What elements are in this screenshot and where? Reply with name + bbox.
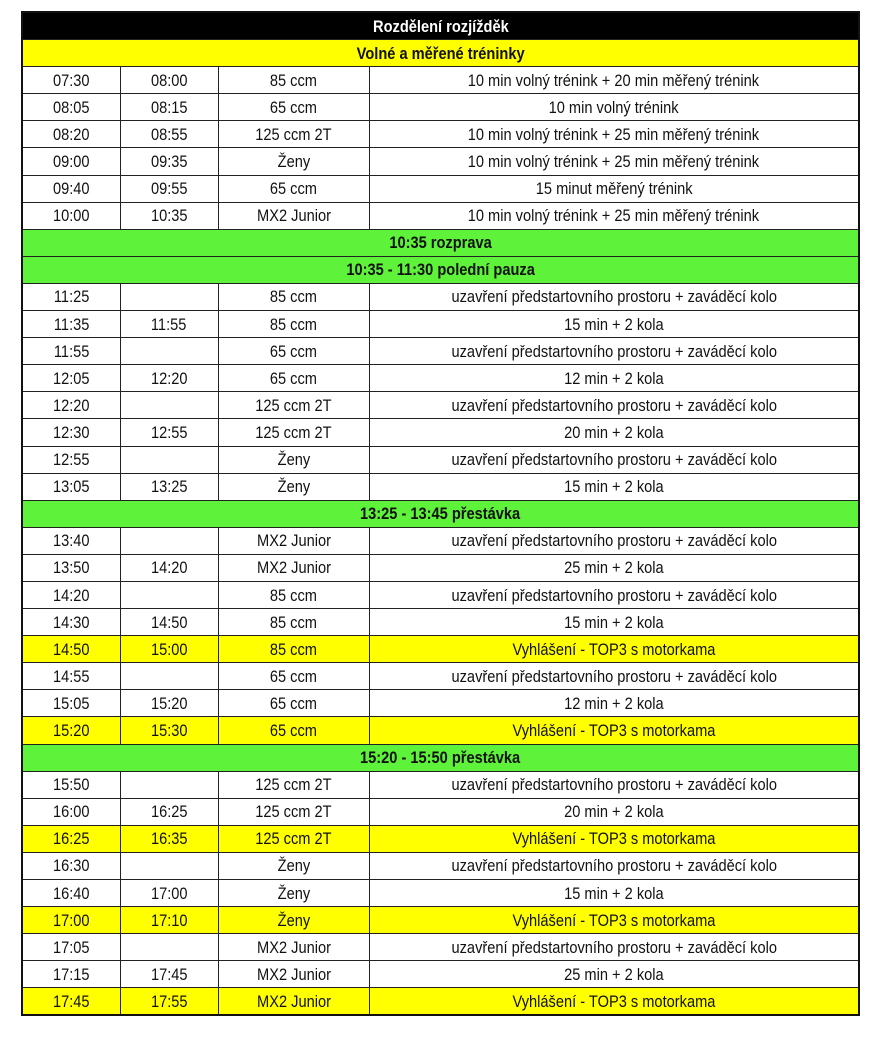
table-row bbox=[22, 961, 859, 988]
activity-cell: 12 min + 2 kola bbox=[369, 365, 859, 392]
start-time-cell: 15:50 bbox=[22, 771, 120, 798]
category-cell: 85 ccm bbox=[218, 636, 369, 663]
break-row bbox=[22, 256, 859, 283]
table-row bbox=[22, 473, 859, 500]
category-cell: 125 ccm 2T bbox=[218, 825, 369, 852]
category-cell: MX2 Junior bbox=[218, 988, 369, 1016]
table-row bbox=[22, 283, 859, 310]
category-cell: 65 ccm bbox=[218, 338, 369, 365]
table-row bbox=[22, 365, 859, 392]
activity-cell: 10 min volný trénink + 25 min měřený trénink bbox=[369, 202, 859, 229]
activity-cell: 12 min + 2 kola bbox=[369, 690, 859, 717]
category-cell: Ženy bbox=[218, 852, 369, 879]
activity-cell: 25 min + 2 kola bbox=[369, 554, 859, 581]
section-label: 10:35 rozprava bbox=[22, 229, 859, 256]
start-time-cell: 09:40 bbox=[22, 175, 120, 202]
category-cell: 125 ccm 2T bbox=[218, 798, 369, 825]
table-row bbox=[22, 527, 859, 554]
category-cell: MX2 Junior bbox=[218, 202, 369, 229]
category-cell: 85 ccm bbox=[218, 311, 369, 338]
start-time-cell: 11:55 bbox=[22, 338, 120, 365]
activity-cell: uzavření předstartovního prostoru + zaváděcí kolo bbox=[369, 446, 859, 473]
table-row bbox=[22, 581, 859, 608]
table-row bbox=[22, 121, 859, 148]
category-cell: MX2 Junior bbox=[218, 554, 369, 581]
end-time-cell bbox=[120, 663, 218, 690]
start-time-cell: 14:30 bbox=[22, 609, 120, 636]
end-time-cell: 15:00 bbox=[120, 636, 218, 663]
table-row bbox=[22, 798, 859, 825]
table-row bbox=[22, 771, 859, 798]
start-time-cell: 17:15 bbox=[22, 961, 120, 988]
awards-row bbox=[22, 907, 859, 934]
table-row bbox=[22, 690, 859, 717]
activity-cell: uzavření předstartovního prostoru + zaváděcí kolo bbox=[369, 527, 859, 554]
end-time-cell: 12:55 bbox=[120, 419, 218, 446]
end-time-cell: 17:10 bbox=[120, 907, 218, 934]
end-time-cell: 11:55 bbox=[120, 311, 218, 338]
activity-cell: 15 min + 2 kola bbox=[369, 880, 859, 907]
start-time-cell: 11:25 bbox=[22, 283, 120, 310]
activity-cell: Vyhlášení - TOP3 s motorkama bbox=[369, 825, 859, 852]
end-time-cell bbox=[120, 392, 218, 419]
category-cell: 65 ccm bbox=[218, 663, 369, 690]
category-cell: Ženy bbox=[218, 446, 369, 473]
race-schedule-table bbox=[21, 11, 860, 1016]
activity-cell: 15 min + 2 kola bbox=[369, 311, 859, 338]
start-time-cell: 07:30 bbox=[22, 67, 120, 94]
end-time-cell: 08:15 bbox=[120, 94, 218, 121]
section-label: Volné a měřené tréninky bbox=[22, 40, 859, 67]
category-cell: 85 ccm bbox=[218, 67, 369, 94]
category-cell: 125 ccm 2T bbox=[218, 392, 369, 419]
category-cell: Ženy bbox=[218, 473, 369, 500]
category-cell: 125 ccm 2T bbox=[218, 771, 369, 798]
activity-cell: 20 min + 2 kola bbox=[369, 419, 859, 446]
break-row bbox=[22, 229, 859, 256]
start-time-cell: 16:30 bbox=[22, 852, 120, 879]
activity-cell: uzavření předstartovního prostoru + zaváděcí kolo bbox=[369, 581, 859, 608]
activity-cell: uzavření předstartovního prostoru + zaváděcí kolo bbox=[369, 771, 859, 798]
activity-cell: uzavření předstartovního prostoru + zaváděcí kolo bbox=[369, 663, 859, 690]
activity-cell: 25 min + 2 kola bbox=[369, 961, 859, 988]
start-time-cell: 08:05 bbox=[22, 94, 120, 121]
end-time-cell bbox=[120, 446, 218, 473]
end-time-cell: 16:25 bbox=[120, 798, 218, 825]
activity-cell: uzavření předstartovního prostoru + zaváděcí kolo bbox=[369, 934, 859, 961]
category-cell: 65 ccm bbox=[218, 717, 369, 744]
category-cell: 125 ccm 2T bbox=[218, 419, 369, 446]
start-time-cell: 11:35 bbox=[22, 311, 120, 338]
end-time-cell: 17:45 bbox=[120, 961, 218, 988]
start-time-cell: 12:55 bbox=[22, 446, 120, 473]
section-label: 10:35 - 11:30 polední pauza bbox=[22, 256, 859, 283]
section-label: 13:25 - 13:45 přestávka bbox=[22, 500, 859, 527]
start-time-cell: 17:45 bbox=[22, 988, 120, 1016]
end-time-cell: 08:00 bbox=[120, 67, 218, 94]
section-header-row bbox=[22, 40, 859, 67]
category-cell: 65 ccm bbox=[218, 690, 369, 717]
start-time-cell: 17:05 bbox=[22, 934, 120, 961]
category-cell: Ženy bbox=[218, 148, 369, 175]
table-row bbox=[22, 175, 859, 202]
category-cell: 85 ccm bbox=[218, 609, 369, 636]
table-row bbox=[22, 446, 859, 473]
start-time-cell: 09:00 bbox=[22, 148, 120, 175]
activity-cell: 10 min volný trénink + 25 min měřený trénink bbox=[369, 121, 859, 148]
table-row bbox=[22, 934, 859, 961]
table-row bbox=[22, 392, 859, 419]
start-time-cell: 14:55 bbox=[22, 663, 120, 690]
activity-cell: 15 min + 2 kola bbox=[369, 609, 859, 636]
table-row bbox=[22, 67, 859, 94]
start-time-cell: 16:40 bbox=[22, 880, 120, 907]
end-time-cell: 17:00 bbox=[120, 880, 218, 907]
section-label: 15:20 - 15:50 přestávka bbox=[22, 744, 859, 771]
table-title-row bbox=[22, 12, 859, 40]
start-time-cell: 14:50 bbox=[22, 636, 120, 663]
activity-cell: 10 min volný trénink + 25 min měřený trénink bbox=[369, 148, 859, 175]
end-time-cell bbox=[120, 771, 218, 798]
activity-cell: 10 min volný trénink bbox=[369, 94, 859, 121]
activity-cell: Vyhlášení - TOP3 s motorkama bbox=[369, 988, 859, 1016]
table-row bbox=[22, 663, 859, 690]
end-time-cell bbox=[120, 283, 218, 310]
activity-cell: Vyhlášení - TOP3 s motorkama bbox=[369, 717, 859, 744]
start-time-cell: 15:05 bbox=[22, 690, 120, 717]
awards-row bbox=[22, 636, 859, 663]
start-time-cell: 14:20 bbox=[22, 581, 120, 608]
activity-cell: 15 minut měřený trénink bbox=[369, 175, 859, 202]
category-cell: 65 ccm bbox=[218, 365, 369, 392]
activity-cell: 10 min volný trénink + 20 min měřený trénink bbox=[369, 67, 859, 94]
category-cell: 85 ccm bbox=[218, 581, 369, 608]
activity-cell: 15 min + 2 kola bbox=[369, 473, 859, 500]
end-time-cell: 09:55 bbox=[120, 175, 218, 202]
category-cell: 65 ccm bbox=[218, 94, 369, 121]
end-time-cell: 16:35 bbox=[120, 825, 218, 852]
category-cell: 65 ccm bbox=[218, 175, 369, 202]
table-row bbox=[22, 148, 859, 175]
start-time-cell: 17:00 bbox=[22, 907, 120, 934]
start-time-cell: 08:20 bbox=[22, 121, 120, 148]
break-row bbox=[22, 500, 859, 527]
end-time-cell bbox=[120, 852, 218, 879]
end-time-cell: 13:25 bbox=[120, 473, 218, 500]
start-time-cell: 10:00 bbox=[22, 202, 120, 229]
category-cell: MX2 Junior bbox=[218, 527, 369, 554]
end-time-cell: 10:35 bbox=[120, 202, 218, 229]
end-time-cell bbox=[120, 527, 218, 554]
table-row bbox=[22, 202, 859, 229]
activity-cell: uzavření předstartovního prostoru + zaváděcí kolo bbox=[369, 283, 859, 310]
start-time-cell: 15:20 bbox=[22, 717, 120, 744]
end-time-cell bbox=[120, 338, 218, 365]
activity-cell: 20 min + 2 kola bbox=[369, 798, 859, 825]
start-time-cell: 12:05 bbox=[22, 365, 120, 392]
end-time-cell: 17:55 bbox=[120, 988, 218, 1016]
start-time-cell: 13:05 bbox=[22, 473, 120, 500]
table-row bbox=[22, 311, 859, 338]
start-time-cell: 13:40 bbox=[22, 527, 120, 554]
activity-cell: uzavření předstartovního prostoru + zaváděcí kolo bbox=[369, 392, 859, 419]
category-cell: MX2 Junior bbox=[218, 934, 369, 961]
end-time-cell: 09:35 bbox=[120, 148, 218, 175]
table-row bbox=[22, 94, 859, 121]
table-row bbox=[22, 554, 859, 581]
start-time-cell: 16:00 bbox=[22, 798, 120, 825]
awards-row bbox=[22, 717, 859, 744]
end-time-cell: 08:55 bbox=[120, 121, 218, 148]
activity-cell: uzavření předstartovního prostoru + zaváděcí kolo bbox=[369, 338, 859, 365]
end-time-cell bbox=[120, 934, 218, 961]
awards-row bbox=[22, 825, 859, 852]
category-cell: MX2 Junior bbox=[218, 961, 369, 988]
end-time-cell bbox=[120, 581, 218, 608]
category-cell: 85 ccm bbox=[218, 283, 369, 310]
category-cell: Ženy bbox=[218, 880, 369, 907]
start-time-cell: 16:25 bbox=[22, 825, 120, 852]
table-title: Rozdělení rozjížděk bbox=[22, 12, 859, 40]
category-cell: Ženy bbox=[218, 907, 369, 934]
table-row bbox=[22, 338, 859, 365]
end-time-cell: 15:30 bbox=[120, 717, 218, 744]
break-row bbox=[22, 744, 859, 771]
activity-cell: Vyhlášení - TOP3 s motorkama bbox=[369, 636, 859, 663]
table-row bbox=[22, 880, 859, 907]
end-time-cell: 15:20 bbox=[120, 690, 218, 717]
end-time-cell: 14:50 bbox=[120, 609, 218, 636]
start-time-cell: 12:20 bbox=[22, 392, 120, 419]
activity-cell: uzavření předstartovního prostoru + zaváděcí kolo bbox=[369, 852, 859, 879]
category-cell: 125 ccm 2T bbox=[218, 121, 369, 148]
start-time-cell: 13:50 bbox=[22, 554, 120, 581]
start-time-cell: 12:30 bbox=[22, 419, 120, 446]
table-row bbox=[22, 419, 859, 446]
end-time-cell: 12:20 bbox=[120, 365, 218, 392]
awards-row bbox=[22, 988, 859, 1016]
table-row bbox=[22, 852, 859, 879]
table-row bbox=[22, 609, 859, 636]
end-time-cell: 14:20 bbox=[120, 554, 218, 581]
activity-cell: Vyhlášení - TOP3 s motorkama bbox=[369, 907, 859, 934]
